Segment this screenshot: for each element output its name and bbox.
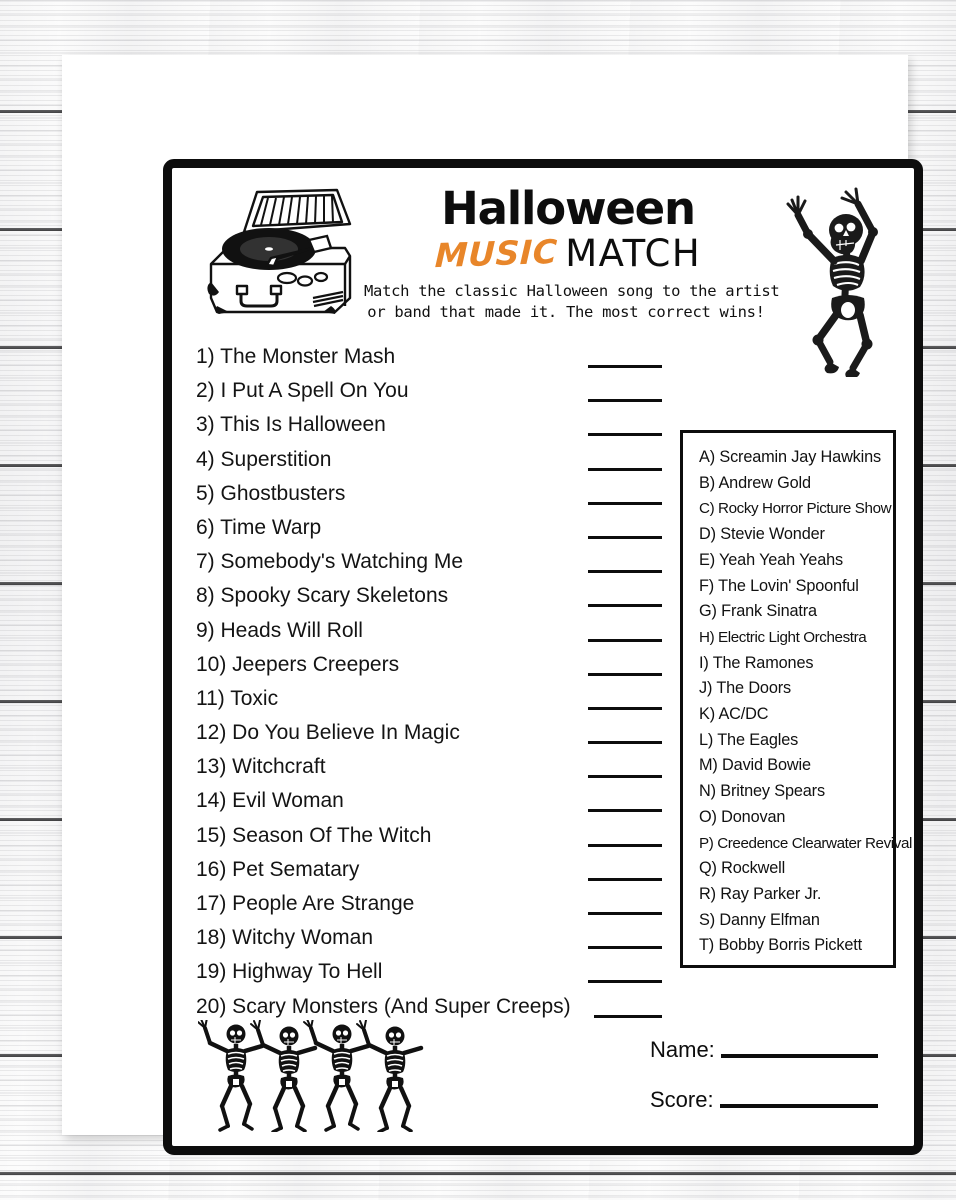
answer-option: I) The Ramones (699, 653, 814, 672)
song-row (196, 719, 666, 753)
song-title: 18) Witchy Woman (196, 926, 373, 950)
score-field-row (650, 1089, 878, 1111)
song-row (196, 787, 666, 821)
name-input-line[interactable] (721, 1054, 878, 1058)
song-answer-blank[interactable] (588, 673, 662, 676)
song-row (196, 753, 666, 787)
song-title: 2) I Put A Spell On You (196, 379, 409, 403)
answer-option: L) The Eagles (699, 730, 799, 749)
answer-option: P) Creedence Clearwater Revival (699, 834, 912, 852)
song-title: 15) Season Of The Witch (196, 823, 432, 847)
song-answer-blank[interactable] (588, 604, 662, 607)
song-title: 20) Scary Monsters (And Super Creeps) (196, 994, 571, 1018)
answer-option: H) Electric Light Orchestra (699, 628, 867, 646)
song-answer-blank[interactable] (588, 809, 662, 812)
artist-answer-bank (680, 430, 912, 968)
page-title-match: MATCH (565, 232, 702, 275)
song-row (196, 890, 666, 924)
song-answer-blank[interactable] (588, 536, 662, 539)
four-dancing-skeletons-icon (198, 1020, 430, 1132)
song-title: 17) People Are Strange (196, 892, 415, 915)
instructions-line-2: or band that made it. The most correct wins! (367, 303, 765, 322)
page-title-halloween: Halloween (441, 182, 695, 235)
song-title: 3) This Is Halloween (196, 413, 386, 437)
song-answer-blank[interactable] (588, 707, 662, 710)
name-field-row (650, 1039, 878, 1061)
answer-option: J) The Doors (699, 679, 791, 698)
answer-option: Q) Rockwell (699, 859, 786, 878)
answer-option: K) AC/DC (699, 705, 769, 724)
song-row (196, 480, 666, 514)
song-row (196, 958, 666, 992)
song-answer-blank[interactable] (588, 946, 662, 949)
song-answer-blank[interactable] (588, 502, 662, 505)
signature-area (650, 1039, 878, 1111)
score-label: Score: (650, 1087, 714, 1112)
answer-option: N) Britney Spears (699, 782, 825, 801)
answer-option: R) Ray Parker Jr. (699, 884, 822, 903)
answer-option: F) The Lovin' Spoonful (699, 576, 859, 595)
song-row (196, 377, 666, 411)
dancing-skeleton-icon (770, 182, 892, 377)
song-title: 8) Spooky Scary Skeletons (196, 584, 449, 608)
song-row (196, 822, 666, 856)
score-input-line[interactable] (720, 1104, 878, 1108)
song-list (196, 343, 666, 1027)
answer-option: A) Screamin Jay Hawkins (699, 448, 882, 466)
song-answer-blank[interactable] (594, 1015, 662, 1018)
answer-option: E) Yeah Yeah Yeahs (699, 550, 843, 569)
page-title-second-line (368, 233, 768, 275)
song-title: 1) The Monster Mash (196, 345, 396, 368)
song-answer-blank[interactable] (588, 468, 662, 471)
song-title: 16) Pet Sematary (196, 857, 360, 881)
song-answer-blank[interactable] (588, 844, 662, 847)
song-title: 6) Time Warp (196, 515, 322, 539)
song-row (196, 582, 666, 616)
answer-option: M) David Bowie (699, 756, 811, 775)
song-answer-blank[interactable] (588, 639, 662, 642)
song-answer-blank[interactable] (588, 570, 662, 573)
answer-option: S) Danny Elfman (699, 910, 820, 929)
song-answer-blank[interactable] (588, 365, 662, 368)
song-answer-blank[interactable] (588, 399, 662, 402)
worksheet-border-frame (163, 159, 923, 1155)
song-row (196, 411, 666, 445)
song-row (196, 514, 666, 548)
title-block (364, 182, 780, 323)
song-row (196, 856, 666, 890)
song-answer-blank[interactable] (588, 912, 662, 915)
record-player-icon (197, 186, 361, 321)
song-row (196, 651, 666, 685)
song-title: 4) Superstition (196, 447, 332, 471)
instructions-line-1: Match the classic Halloween song to the artist (364, 282, 780, 301)
name-label: Name: (650, 1037, 715, 1062)
page-title-music: MUSIC (434, 231, 559, 276)
song-row (196, 446, 666, 480)
song-row (196, 924, 666, 958)
song-title: 19) Highway To Hell (196, 960, 383, 984)
song-title: 7) Somebody's Watching Me (196, 550, 464, 574)
song-title: 12) Do You Believe In Magic (196, 721, 460, 745)
song-title: 5) Ghostbusters (196, 481, 346, 505)
answer-option: O) Donovan (699, 807, 786, 826)
song-answer-blank[interactable] (588, 741, 662, 744)
song-title: 9) Heads Will Roll (196, 618, 363, 642)
answer-option: G) Frank Sinatra (699, 602, 817, 621)
song-title: 10) Jeepers Creepers (196, 652, 400, 676)
song-answer-blank[interactable] (588, 980, 662, 983)
song-title: 14) Evil Woman (196, 789, 344, 813)
answer-option: C) Rocky Horror Picture Show (699, 500, 892, 518)
instructions (364, 281, 780, 323)
song-row (196, 617, 666, 651)
worksheet-header (172, 168, 914, 333)
answer-option: B) Andrew Gold (699, 473, 811, 492)
song-answer-blank[interactable] (588, 878, 662, 881)
answer-option: T) Bobby Borris Pickett (699, 936, 863, 955)
song-title: 13) Witchcraft (196, 755, 326, 779)
song-row (196, 343, 666, 377)
printable-worksheet-sheet (62, 55, 912, 1135)
song-answer-blank[interactable] (588, 775, 662, 778)
song-row (196, 685, 666, 719)
answer-option: D) Stevie Wonder (699, 525, 825, 544)
song-row (196, 548, 666, 582)
song-answer-blank[interactable] (588, 433, 662, 436)
song-title: 11) Toxic (196, 686, 279, 710)
